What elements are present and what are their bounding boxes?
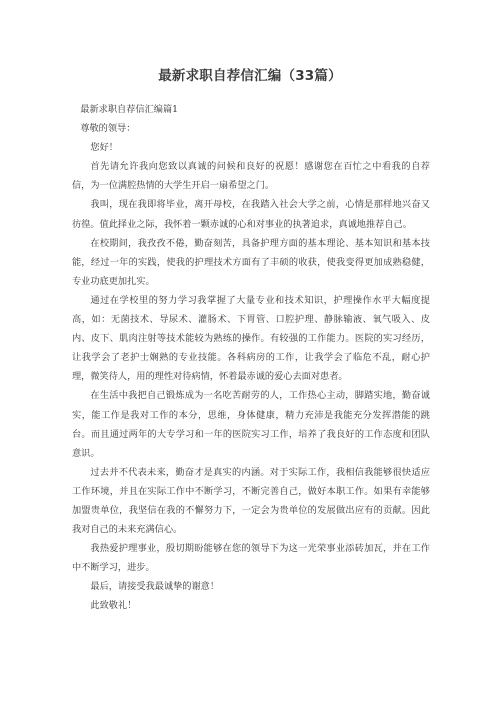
closing-thanks: 最后，请接受我最诚挚的谢意！ <box>90 581 220 593</box>
paragraph: 我热爱护理事业，殷切期盼能够在您的领导下为这一光荣事业添砖加瓦，并在工作中不断学习，进步。 <box>72 543 430 574</box>
closing-salute: 此致敬礼！ <box>90 600 137 612</box>
paragraph: 在生活中我把自己锻炼成为一名吃苦耐劳的人，工作热心主动，脚踏实地，勤奋诚实，能工作是我对工作的本分，思维，身体健康，精力充沛是我能充分发挥潜能的跳台。而且通过两年的大专学习和一年的医院实习工作，培养了我良好的工作态度和团队意识。 <box>72 390 430 459</box>
paragraph: 我叫，现在我即将毕业，离开母校，在我踏入社会大学之前，心情是那样地兴奋又彷徨。值此择业之际，我怀着一颗赤诚的心和对事业的执著追求，真诚地推荐自己。 <box>72 199 430 230</box>
document-body <box>72 100 430 616</box>
greeting: 您好！ <box>90 142 118 154</box>
document-title: 最新求职自荐信汇编（33篇） <box>158 68 342 84</box>
paragraph: 通过在学校里的努力学习我掌握了大量专业和技术知识，护理操作水平大幅度提高，如：无菌技术、导尿术、灌肠术、下胃管、口腔护理、静脉输液、氧气吸入、皮内、皮下、肌肉注射等技术能较为熟练的操作。有较强的工作能力。医院的实习经历，让我学会了老护士娴熟的专业技能。各科病房的工作，让我学会了临危不乱，耐心护理，微笑待人，用的理性对待病情，怀着最赤诚的爱心去面对患者。 <box>72 294 430 383</box>
paragraph: 首先请允许我向您致以真诚的问候和良好的祝愿！感谢您在百忙之中看我的自荐信，为一位满腔热情的大学生开启一扇希望之门。 <box>72 161 430 192</box>
paragraph: 在校期间，我孜孜不倦，勤奋刻苦，具备护理方面的基本理论、基本知识和基本技能，经过一年的实践，使我的护理技术方面有了丰硕的收获，使我变得更加成熟稳健，专业功底更加扎实。 <box>72 237 430 287</box>
paragraph: 过去并不代表未来，勤奋才是真实的内涵。对于实际工作，我相信我能够很快适应工作环境，并且在实际工作中不断学习，不断完善自己，做好本职工作。如果有幸能够加盟贵单位，我坚信在我的不懈努力下，一定会为贵单位的发展做出应有的贡献。因此我对自己的未来充满信心。 <box>72 466 430 536</box>
section-heading: 最新求职自荐信汇编篇1 <box>80 104 178 115</box>
salutation: 尊敬的领导： <box>80 123 136 135</box>
